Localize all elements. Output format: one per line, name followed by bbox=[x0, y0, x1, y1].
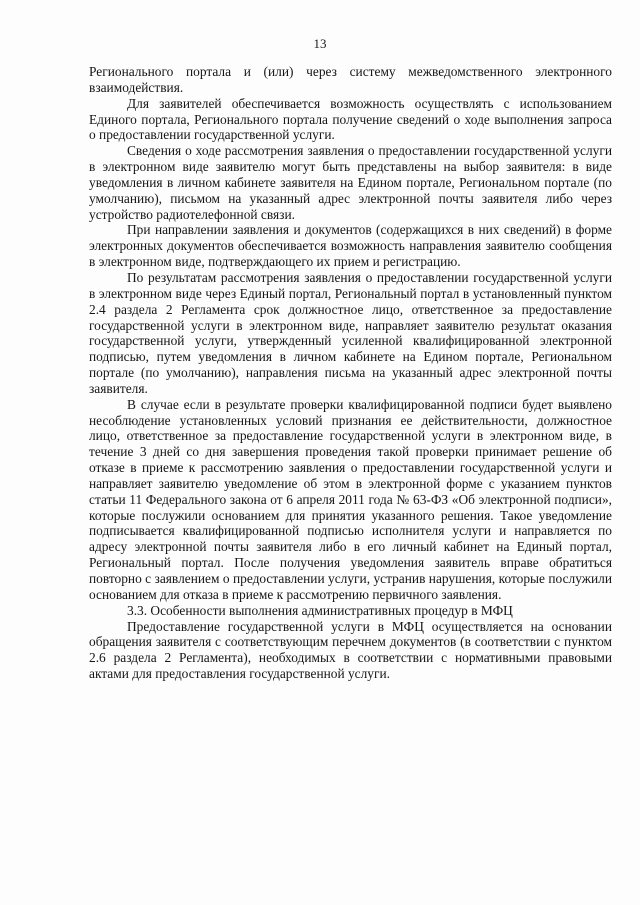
paragraph-status-info: Для заявителей обеспечивается возможность осуществлять с использованием Единого портала, Регионального портала получение сведений о ходе выполнения запроса о предоставлении государственной услуги. bbox=[89, 95, 612, 143]
paragraph-signature-check: В случае если в результате проверки квалифицированной подписи будет выявлено несоблюдение установленных условий признания ее действительности, должностное лицо, ответственное за предоставление государственной услуги в электронном виде, в течение 3 дней со дня завершения проведения такой проверки принимает решение об отказе в приеме к рассмотрению заявления о предоставлении государственной услуги и направляет заявителю уведомление об этом в электронной форме с указанием пунктов статьи 11 Федерального закона от 6 апреля 2011 года № 63-ФЗ «Об электронной подписи», которые послужили основанием для принятия указанного решения. Такое уведомление подписывается квалифицированной подписью исполнителя услуги и направляется по адресу электронной почты заявителя либо в его личный кабинет на Единый портал, Региональный портал. После получения уведомления заявитель вправе обратиться повторно с заявлением о предоставлении услуги, устранив нарушения, которые послужили основанием для отказа в приеме к рассмотрению первичного заявления. bbox=[89, 396, 612, 602]
paragraph-continuation: Регионального портала и (или) через систему межведомственного электронного взаимодействия. bbox=[89, 64, 612, 95]
paragraph-review-result: По результатам рассмотрения заявления о предоставлении государственной услуги в электронном виде через Единый портал, Региональный портал в установленный пунктом 2.4 раздела 2 Регламента срок должностное лицо, ответственное за предоставление государственной услуги в электронном виде, направляет заявителю результат оказания государственной услуги, утвержденный усиленной квалифицированной электронной подписью, путем уведомления в личном кабинете на Едином портале, Региональном портале (по умолчанию), направления письма на указанный адрес электронной почты заявителя. bbox=[89, 269, 612, 396]
page-number: 13 bbox=[313, 36, 327, 51]
paragraph-notification-options: Сведения о ходе рассмотрения заявления о предоставлении государственной услуги в электронном виде заявителю могут быть представлены на выбор заявителя: в виде уведомления в личном кабинете заявителя на Едином портале, Региональном портале (по умолчанию), письмом на указанный адрес электронной почты заявителя либо через устройство радиотелефонной связи. bbox=[89, 143, 612, 222]
section-heading-mfc: 3.3. Особенности выполнения административных процедур в МФЦ bbox=[127, 602, 513, 618]
paragraph-electronic-documents: При направлении заявления и документов (содержащихся в них сведений) в форме электронных документов обеспечивается возможность направления заявителю сообщения в электронном виде, подтверждающего их прием и регистрацию. bbox=[89, 222, 612, 270]
document-body bbox=[89, 64, 612, 682]
paragraph-mfc-service: Предоставление государственной услуги в МФЦ осуществляется на основании обращения заявителя с соответствующим перечнем документов (в соответствии с пунктом 2.6 раздела 2 Регламента), необходимых в соответствии с нормативными правовыми актами для предоставления государственной услуги. bbox=[89, 618, 612, 682]
